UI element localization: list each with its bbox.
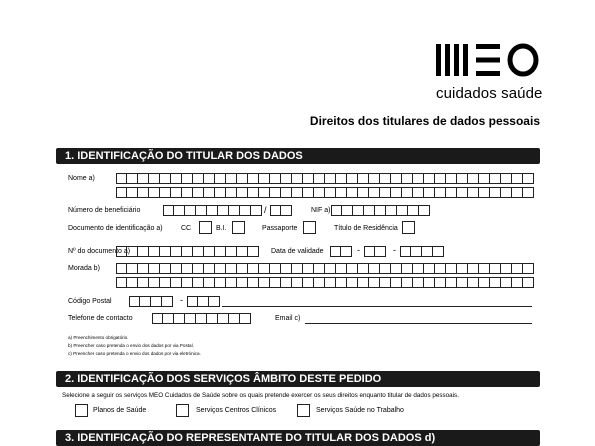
service-centros-label: Serviços Centros Clínicos bbox=[196, 407, 277, 414]
char-box[interactable] bbox=[358, 263, 369, 274]
validade-month-field[interactable] bbox=[364, 246, 386, 257]
char-box[interactable] bbox=[237, 263, 248, 274]
note-a: a) Preenchimento obrigatório. bbox=[68, 335, 129, 340]
char-box[interactable] bbox=[402, 263, 413, 274]
char-box[interactable] bbox=[215, 246, 226, 257]
char-box[interactable] bbox=[171, 246, 182, 257]
char-box[interactable] bbox=[251, 205, 262, 216]
service-planos-checkbox[interactable] bbox=[75, 404, 88, 417]
char-box[interactable] bbox=[391, 277, 402, 288]
char-box[interactable] bbox=[413, 263, 424, 274]
num-documento-label: Nº do documento a) bbox=[68, 248, 131, 255]
note-b: b) Preencher caso pretenda o envio dos dados por via Postal. bbox=[68, 343, 194, 348]
doc-option-cc-checkbox[interactable] bbox=[199, 221, 212, 234]
char-box[interactable] bbox=[523, 277, 534, 288]
char-box[interactable] bbox=[215, 173, 226, 184]
char-box[interactable] bbox=[292, 263, 303, 274]
char-box[interactable] bbox=[408, 205, 419, 216]
note-c: c) Preencher caso pretenda o envio dos dados por via eletrónica. bbox=[68, 351, 201, 356]
char-box[interactable] bbox=[325, 173, 336, 184]
char-box[interactable] bbox=[116, 263, 127, 274]
char-box[interactable] bbox=[303, 277, 314, 288]
char-box[interactable] bbox=[149, 173, 160, 184]
char-box[interactable] bbox=[281, 173, 292, 184]
brand-subtitle: cuidados saúde bbox=[436, 85, 543, 102]
char-box[interactable] bbox=[479, 187, 490, 198]
char-box[interactable] bbox=[240, 313, 251, 324]
char-box[interactable] bbox=[185, 205, 196, 216]
char-box[interactable] bbox=[259, 187, 270, 198]
char-box[interactable] bbox=[446, 173, 457, 184]
char-box[interactable] bbox=[270, 263, 281, 274]
char-box[interactable] bbox=[386, 205, 397, 216]
char-box[interactable] bbox=[358, 187, 369, 198]
char-box[interactable] bbox=[196, 205, 207, 216]
char-box[interactable] bbox=[259, 263, 270, 274]
telefone-field[interactable] bbox=[152, 313, 251, 324]
char-box[interactable] bbox=[435, 173, 446, 184]
char-box[interactable] bbox=[182, 277, 193, 288]
char-box[interactable] bbox=[341, 246, 352, 257]
char-box[interactable] bbox=[270, 173, 281, 184]
char-box[interactable] bbox=[160, 246, 171, 257]
char-box[interactable] bbox=[127, 173, 138, 184]
char-box[interactable] bbox=[127, 277, 138, 288]
char-box[interactable] bbox=[490, 263, 501, 274]
char-box[interactable] bbox=[325, 187, 336, 198]
char-box[interactable] bbox=[419, 205, 430, 216]
section-1-header: 1. IDENTIFICAÇÃO DO TITULAR DOS DADOS bbox=[56, 148, 540, 164]
char-box[interactable] bbox=[215, 277, 226, 288]
char-box[interactable] bbox=[358, 173, 369, 184]
validade-label: Data de validade bbox=[271, 248, 324, 255]
char-box[interactable] bbox=[457, 263, 468, 274]
doc-option-passaporte-label: Passaporte bbox=[262, 225, 298, 232]
char-box[interactable] bbox=[457, 187, 468, 198]
char-box[interactable] bbox=[138, 173, 149, 184]
char-box[interactable] bbox=[174, 205, 185, 216]
char-box[interactable] bbox=[182, 246, 193, 257]
doc-option-passaporte-checkbox[interactable] bbox=[303, 221, 316, 234]
char-box[interactable] bbox=[347, 263, 358, 274]
char-box[interactable] bbox=[218, 205, 229, 216]
char-box[interactable] bbox=[207, 313, 218, 324]
char-box[interactable] bbox=[369, 187, 380, 198]
codigo-postal-field-1[interactable] bbox=[129, 296, 173, 307]
char-box[interactable] bbox=[330, 246, 341, 257]
morada-field-line-1[interactable] bbox=[116, 263, 534, 274]
char-box[interactable] bbox=[402, 277, 413, 288]
char-box[interactable] bbox=[380, 277, 391, 288]
char-box[interactable] bbox=[185, 313, 196, 324]
char-box[interactable] bbox=[413, 187, 424, 198]
char-box[interactable] bbox=[435, 263, 446, 274]
document-title: Direitos dos titulares de dados pessoais bbox=[309, 114, 540, 128]
char-box[interactable] bbox=[523, 187, 534, 198]
nif-field[interactable] bbox=[331, 205, 430, 216]
email-line[interactable] bbox=[305, 323, 532, 324]
char-box[interactable] bbox=[270, 205, 281, 216]
char-box[interactable] bbox=[424, 187, 435, 198]
char-box[interactable] bbox=[468, 173, 479, 184]
service-trabalho-label: Serviços Saúde no Trabalho bbox=[316, 407, 404, 414]
char-box[interactable] bbox=[151, 296, 162, 307]
char-box[interactable] bbox=[163, 205, 174, 216]
doc-option-residencia-label: Título de Residência bbox=[334, 225, 398, 232]
char-box[interactable] bbox=[413, 173, 424, 184]
char-box[interactable] bbox=[336, 277, 347, 288]
char-box[interactable] bbox=[204, 277, 215, 288]
service-trabalho-checkbox[interactable] bbox=[297, 404, 310, 417]
char-box[interactable] bbox=[468, 277, 479, 288]
char-box[interactable] bbox=[336, 187, 347, 198]
validade-day-field[interactable] bbox=[330, 246, 352, 257]
char-box[interactable] bbox=[174, 313, 185, 324]
char-box[interactable] bbox=[187, 296, 198, 307]
localidade-line[interactable] bbox=[222, 306, 532, 307]
nif-label: NIF a) bbox=[311, 207, 331, 214]
char-box[interactable] bbox=[435, 277, 446, 288]
char-box[interactable] bbox=[446, 277, 457, 288]
char-box[interactable] bbox=[248, 246, 259, 257]
char-box[interactable] bbox=[512, 187, 523, 198]
char-box[interactable] bbox=[457, 173, 468, 184]
char-box[interactable] bbox=[375, 205, 386, 216]
char-box[interactable] bbox=[207, 205, 218, 216]
char-box[interactable] bbox=[325, 277, 336, 288]
validade-separator-2: - bbox=[393, 245, 396, 255]
codigo-postal-separator: - bbox=[180, 295, 183, 305]
char-box[interactable] bbox=[479, 173, 490, 184]
char-box[interactable] bbox=[347, 277, 358, 288]
char-box[interactable] bbox=[160, 277, 171, 288]
char-box[interactable] bbox=[400, 246, 411, 257]
char-box[interactable] bbox=[171, 173, 182, 184]
char-box[interactable] bbox=[259, 173, 270, 184]
char-box[interactable] bbox=[380, 173, 391, 184]
char-box[interactable] bbox=[138, 246, 149, 257]
char-box[interactable] bbox=[347, 187, 358, 198]
char-box[interactable] bbox=[424, 277, 435, 288]
char-box[interactable] bbox=[218, 313, 229, 324]
codigo-postal-field-2[interactable] bbox=[187, 296, 220, 307]
char-box[interactable] bbox=[457, 277, 468, 288]
char-box[interactable] bbox=[523, 173, 534, 184]
char-box[interactable] bbox=[193, 246, 204, 257]
char-box[interactable] bbox=[331, 205, 342, 216]
char-box[interactable] bbox=[237, 246, 248, 257]
char-box[interactable] bbox=[314, 277, 325, 288]
char-box[interactable] bbox=[413, 277, 424, 288]
char-box[interactable] bbox=[138, 263, 149, 274]
char-box[interactable] bbox=[380, 187, 391, 198]
telefone-label: Telefone de contacto bbox=[68, 315, 133, 322]
char-box[interactable] bbox=[226, 246, 237, 257]
char-box[interactable] bbox=[237, 277, 248, 288]
char-box[interactable] bbox=[226, 277, 237, 288]
beneficiario-field[interactable] bbox=[163, 205, 262, 216]
char-box[interactable] bbox=[127, 263, 138, 274]
char-box[interactable] bbox=[240, 205, 251, 216]
char-box[interactable] bbox=[281, 277, 292, 288]
char-box[interactable] bbox=[149, 246, 160, 257]
char-box[interactable] bbox=[336, 263, 347, 274]
char-box[interactable] bbox=[369, 263, 380, 274]
char-box[interactable] bbox=[512, 263, 523, 274]
email-label: Email c) bbox=[275, 315, 301, 322]
codigo-postal-label: Código Postal bbox=[68, 298, 112, 305]
char-box[interactable] bbox=[127, 187, 138, 198]
char-box[interactable] bbox=[270, 187, 281, 198]
char-box[interactable] bbox=[129, 296, 140, 307]
char-box[interactable] bbox=[116, 246, 127, 257]
char-box[interactable] bbox=[303, 263, 314, 274]
char-box[interactable] bbox=[303, 173, 314, 184]
char-box[interactable] bbox=[248, 263, 259, 274]
char-box[interactable] bbox=[512, 277, 523, 288]
char-box[interactable] bbox=[281, 263, 292, 274]
service-centros-checkbox[interactable] bbox=[176, 404, 189, 417]
char-box[interactable] bbox=[196, 313, 207, 324]
char-box[interactable] bbox=[237, 187, 248, 198]
char-box[interactable] bbox=[490, 277, 501, 288]
char-box[interactable] bbox=[325, 263, 336, 274]
char-box[interactable] bbox=[446, 263, 457, 274]
char-box[interactable] bbox=[303, 187, 314, 198]
char-box[interactable] bbox=[204, 173, 215, 184]
doc-option-bi-checkbox[interactable] bbox=[232, 221, 245, 234]
char-box[interactable] bbox=[353, 205, 364, 216]
char-box[interactable] bbox=[342, 205, 353, 216]
char-box[interactable] bbox=[369, 173, 380, 184]
char-box[interactable] bbox=[424, 263, 435, 274]
char-box[interactable] bbox=[402, 173, 413, 184]
char-box[interactable] bbox=[160, 263, 171, 274]
beneficiario-label: Número de beneficiário bbox=[68, 207, 141, 214]
char-box[interactable] bbox=[138, 187, 149, 198]
doc-option-cc-label: CC bbox=[181, 225, 192, 232]
char-box[interactable] bbox=[501, 277, 512, 288]
nome-field-line-1[interactable] bbox=[116, 173, 534, 184]
char-box[interactable] bbox=[314, 173, 325, 184]
char-box[interactable] bbox=[314, 263, 325, 274]
char-box[interactable] bbox=[490, 187, 501, 198]
char-box[interactable] bbox=[468, 187, 479, 198]
char-box[interactable] bbox=[182, 187, 193, 198]
char-box[interactable] bbox=[424, 173, 435, 184]
char-box[interactable] bbox=[281, 187, 292, 198]
section-2-instruction: Selecione a seguir os serviços MEO Cuidados de Saúde sobre os quais pretende exercer os seus direitos enquanto titular de dados pessoais. bbox=[62, 392, 459, 399]
morada-label: Morada b) bbox=[68, 265, 100, 272]
char-box[interactable] bbox=[364, 205, 375, 216]
nome-label: Nome a) bbox=[68, 175, 95, 182]
char-box[interactable] bbox=[204, 246, 215, 257]
service-planos-label: Planos de Saúde bbox=[93, 407, 147, 414]
char-box[interactable] bbox=[182, 263, 193, 274]
char-box[interactable] bbox=[375, 246, 386, 257]
morada-field-line-2[interactable] bbox=[116, 277, 534, 288]
validade-year-field[interactable] bbox=[400, 246, 444, 257]
char-box[interactable] bbox=[446, 187, 457, 198]
nome-field-line-2[interactable] bbox=[116, 187, 534, 198]
char-box[interactable] bbox=[138, 277, 149, 288]
char-box[interactable] bbox=[468, 263, 479, 274]
section-2-header: 2. IDENTIFICAÇÃO DOS SERVIÇOS ÂMBITO DESTE PEDIDO bbox=[56, 371, 540, 387]
validade-separator-1: - bbox=[357, 245, 360, 255]
num-documento-field[interactable] bbox=[116, 246, 259, 257]
char-box[interactable] bbox=[116, 187, 127, 198]
char-box[interactable] bbox=[116, 277, 127, 288]
char-box[interactable] bbox=[523, 263, 534, 274]
char-box[interactable] bbox=[501, 173, 512, 184]
char-box[interactable] bbox=[171, 187, 182, 198]
char-box[interactable] bbox=[479, 263, 490, 274]
char-box[interactable] bbox=[149, 263, 160, 274]
meo-logo bbox=[436, 40, 540, 80]
char-box[interactable] bbox=[209, 296, 220, 307]
char-box[interactable] bbox=[292, 187, 303, 198]
char-box[interactable] bbox=[270, 277, 281, 288]
char-box[interactable] bbox=[259, 277, 270, 288]
char-box[interactable] bbox=[198, 296, 209, 307]
char-box[interactable] bbox=[292, 277, 303, 288]
char-box[interactable] bbox=[193, 263, 204, 274]
char-box[interactable] bbox=[501, 187, 512, 198]
doc-option-residencia-checkbox[interactable] bbox=[402, 221, 415, 234]
char-box[interactable] bbox=[149, 187, 160, 198]
char-box[interactable] bbox=[215, 263, 226, 274]
char-box[interactable] bbox=[248, 187, 259, 198]
char-box[interactable] bbox=[364, 246, 375, 257]
char-box[interactable] bbox=[369, 277, 380, 288]
char-box[interactable] bbox=[314, 187, 325, 198]
char-box[interactable] bbox=[226, 263, 237, 274]
char-box[interactable] bbox=[226, 173, 237, 184]
beneficiario-separator: / bbox=[264, 205, 267, 215]
char-box[interactable] bbox=[160, 187, 171, 198]
beneficiario-suffix-field[interactable] bbox=[270, 205, 292, 216]
char-box[interactable] bbox=[149, 277, 160, 288]
char-box[interactable] bbox=[501, 263, 512, 274]
section-3-header: 3. IDENTIFICAÇÃO DO REPRESENTANTE DO TITULAR DOS DADOS d) bbox=[56, 430, 540, 446]
char-box[interactable] bbox=[248, 173, 259, 184]
char-box[interactable] bbox=[391, 173, 402, 184]
char-box[interactable] bbox=[229, 205, 240, 216]
char-box[interactable] bbox=[292, 173, 303, 184]
char-box[interactable] bbox=[479, 277, 490, 288]
char-box[interactable] bbox=[160, 173, 171, 184]
char-box[interactable] bbox=[226, 187, 237, 198]
char-box[interactable] bbox=[204, 187, 215, 198]
char-box[interactable] bbox=[193, 187, 204, 198]
char-box[interactable] bbox=[435, 187, 446, 198]
char-box[interactable] bbox=[163, 313, 174, 324]
char-box[interactable] bbox=[281, 205, 292, 216]
char-box[interactable] bbox=[433, 246, 444, 257]
char-box[interactable] bbox=[229, 313, 240, 324]
char-box[interactable] bbox=[411, 246, 422, 257]
char-box[interactable] bbox=[127, 246, 138, 257]
char-box[interactable] bbox=[140, 296, 151, 307]
char-box[interactable] bbox=[490, 173, 501, 184]
doc-option-bi-label: B.I. bbox=[216, 225, 227, 232]
char-box[interactable] bbox=[397, 205, 408, 216]
char-box[interactable] bbox=[347, 173, 358, 184]
char-box[interactable] bbox=[171, 277, 182, 288]
char-box[interactable] bbox=[204, 263, 215, 274]
char-box[interactable] bbox=[215, 187, 226, 198]
char-box[interactable] bbox=[512, 173, 523, 184]
char-box[interactable] bbox=[171, 263, 182, 274]
char-box[interactable] bbox=[391, 187, 402, 198]
documento-label: Documento de identificação a) bbox=[68, 225, 163, 232]
char-box[interactable] bbox=[116, 173, 127, 184]
char-box[interactable] bbox=[358, 277, 369, 288]
char-box[interactable] bbox=[152, 313, 163, 324]
char-box[interactable] bbox=[182, 173, 193, 184]
char-box[interactable] bbox=[391, 263, 402, 274]
char-box[interactable] bbox=[336, 173, 347, 184]
char-box[interactable] bbox=[237, 173, 248, 184]
char-box[interactable] bbox=[193, 277, 204, 288]
char-box[interactable] bbox=[162, 296, 173, 307]
char-box[interactable] bbox=[422, 246, 433, 257]
char-box[interactable] bbox=[402, 187, 413, 198]
char-box[interactable] bbox=[380, 263, 391, 274]
char-box[interactable] bbox=[248, 277, 259, 288]
char-box[interactable] bbox=[193, 173, 204, 184]
